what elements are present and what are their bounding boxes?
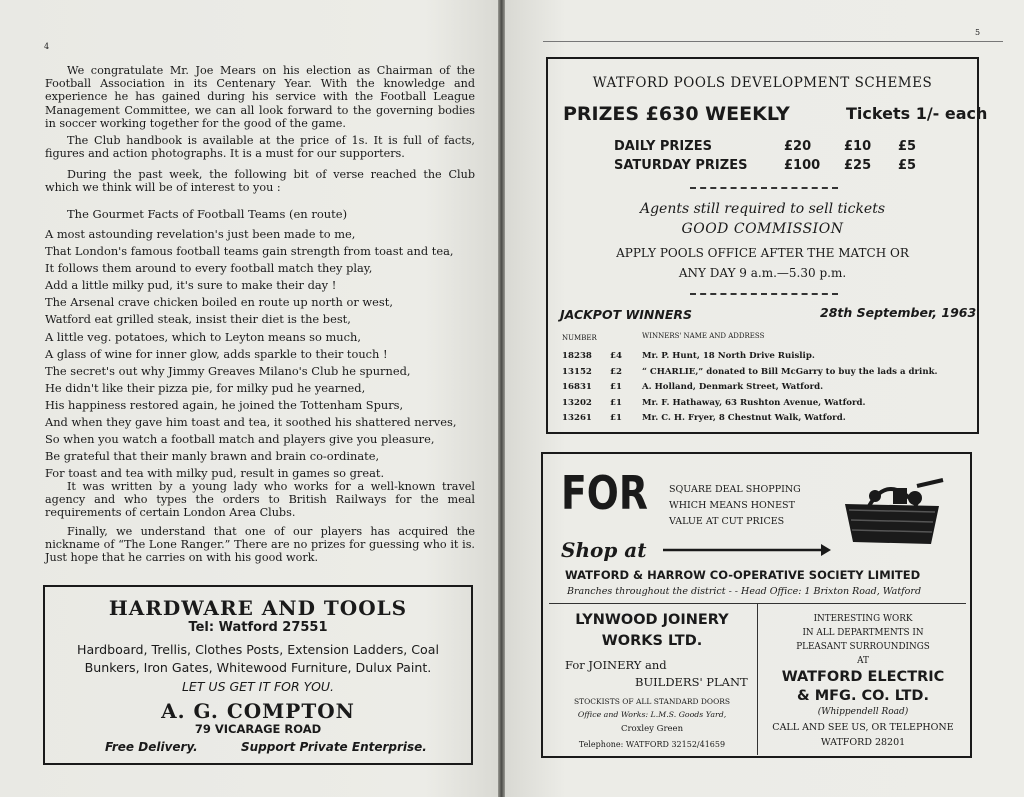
poem-line: The secret's out why Jimmy Greaves Milano's Club he spurned, (45, 363, 411, 378)
lynwood-for: BUILDERS' PLANT (635, 675, 748, 689)
dashed-divider (690, 293, 838, 295)
pools-tickets: Tickets 1/- each (846, 104, 988, 123)
daily-prize-2: £10 (844, 139, 872, 154)
commission-text: GOOD COMMISSION (681, 221, 844, 237)
shopping-basket-icon (839, 476, 949, 548)
daily-prize-1: £20 (784, 139, 812, 154)
coop-society: WATFORD & HARROW CO-OPERATIVE SOCIETY LIMITED (565, 568, 921, 582)
pools-box (546, 57, 988, 434)
winner-name: Mr. C. H. Fryer, 8 Chestnut Walk, Watford. (642, 413, 846, 423)
col-number: NUMBER (562, 334, 597, 342)
lynwood-office: Office and Works: L.M.S. Goods Yard, (577, 710, 727, 719)
hardware-advert (43, 585, 473, 765)
advert-heading: HARDWARE AND TOOLS (108, 596, 408, 620)
agents-text: Agents still required to sell tickets (639, 201, 886, 217)
coop-deal: WHICH MEANS HONEST (669, 500, 795, 511)
winner-name: “ CHARLIE,” donated to Bill McGarry to buy the lads a drink. (642, 366, 938, 377)
divider (757, 603, 758, 755)
winner-prize: £2 (610, 366, 622, 377)
apply-text: APPLY POOLS OFFICE AFTER THE MATCH OR (616, 246, 909, 260)
electric-phone: WATFORD 28201 (820, 737, 906, 748)
daily-prizes-label: DAILY PRIZES (614, 139, 712, 154)
advert-enterprise: Support Private Enterprise. (241, 740, 427, 754)
lynwood-name: LYNWOOD JOINERY (575, 612, 729, 628)
coop-deal: VALUE AT CUT PRICES (669, 516, 785, 527)
advert-tel: Tel: Watford 27551 (188, 620, 328, 635)
poem-line: The Arsenal crave chicken boiled en route up north or west, (45, 295, 393, 310)
lynwood-stockists: STOCKISTS OF ALL STANDARD DOORS (573, 697, 731, 706)
poem-line: It follows them around to every football match they play, (45, 261, 373, 276)
poem-line: Be grateful that their manly brawn and brain co-ordinate, (45, 449, 380, 464)
right-page (503, 0, 1024, 797)
advert-delivery: Free Delivery. (105, 740, 198, 754)
advert-address: 79 VICARAGE ROAD (194, 722, 322, 736)
poem-line: Add a little milky pud, it's sure to make their day ! (45, 278, 337, 293)
coop-deal: SQUARE DEAL SHOPPING (669, 484, 801, 495)
col-winners: WINNERS' NAME AND ADDRESS (642, 332, 765, 340)
apply-text: ANY DAY 9 a.m.—5.30 p.m. (678, 266, 847, 280)
coop-branches: Branches throughout the district - - Head Office: 1 Brixton Road, Watford (567, 586, 922, 597)
daily-prize-3: £5 (898, 139, 917, 154)
lynwood-telephone: Telephone: WATFORD 32152/41659 (578, 740, 726, 749)
electric-name: WATFORD ELECTRIC (781, 669, 945, 685)
winner-number: 13261 (562, 413, 592, 423)
pools-heading: WATFORD POOLS DEVELOPMENT SCHEMES (592, 75, 933, 91)
paragraph: During the past week, the following bit of verse reached the Club which we think will be of interest to you : (45, 168, 475, 195)
winner-number: 13202 (562, 397, 592, 408)
page-number: 4 (44, 42, 50, 51)
adverts-box (541, 452, 972, 758)
lynwood-for: For JOINERY and (565, 658, 667, 672)
advert-items: Hardboard, Trellis, Clothes Posts, Extension Ladders, Coal (77, 642, 439, 657)
electric-name: & MFG. CO. LTD. (797, 688, 929, 704)
jackpot-title: JACKPOT WINNERS (560, 307, 692, 322)
winner-prize: £1 (610, 413, 622, 423)
advert-items: Bunkers, Iron Gates, Whitewood Furniture, Dulux Paint. (84, 660, 432, 675)
electric-text: AT (857, 656, 869, 666)
poem-line: That London's famous football teams gain strength from toast and tea, (45, 244, 454, 259)
electric-road: (Whippendell Road) (817, 707, 909, 717)
paragraph: Finally, we understand that one of our players has acquired the nickname of “The Lone Ranger.” There are no prizes for guessing who it is. Just hope that he carries on with his good work. (45, 525, 475, 565)
poem-line: So when you watch a football match and players give you pleasure, (45, 432, 435, 447)
winner-number: 16831 (562, 382, 592, 392)
saturday-prizes-label: SATURDAY PRIZES (614, 158, 748, 173)
poem-line: His happiness restored again, he joined the Tottenham Spurs, (45, 397, 404, 412)
electric-text: IN ALL DEPARTMENTS IN (802, 628, 924, 638)
divider (543, 41, 1003, 42)
winner-number: 13152 (562, 366, 592, 377)
poem-line: A little veg. potatoes, which to Leyton means so much, (45, 329, 361, 344)
poem-line: A most astounding revelation's just been made to me, (45, 227, 356, 241)
winner-number: 18238 (562, 351, 592, 361)
winner-prize: £1 (610, 397, 622, 408)
poem-line: A glass of wine for inner glow, adds sparkle to their touch ! (45, 346, 388, 361)
arrow-right-icon (663, 542, 833, 558)
electric-call: CALL AND SEE US, OR TELEPHONE (772, 722, 954, 733)
saturday-prize-3: £5 (898, 158, 917, 173)
page-number: 5 (975, 28, 981, 37)
left-page (0, 0, 500, 797)
electric-text: INTERESTING WORK (813, 614, 913, 624)
lynwood-name: WORKS LTD. (601, 633, 703, 649)
book-gutter (498, 0, 505, 797)
lynwood-croxley: Croxley Green (620, 724, 684, 734)
winner-prize: £1 (610, 382, 622, 392)
winner-name: A. Holland, Denmark Street, Watford. (642, 382, 824, 392)
paragraph: The Club handbook is available at the price of 1s. It is full of facts, figures and action photographs. It is a must for our supporters. (45, 134, 475, 161)
advert-slogan: LET US GET IT FOR YOU. (181, 679, 335, 694)
electric-text: PLEASANT SURROUNDINGS (796, 642, 930, 652)
winner-prize: £4 (610, 351, 622, 361)
coop-shop-at: Shop at (561, 538, 647, 562)
saturday-prize-1: £100 (784, 158, 821, 173)
paragraph: We congratulate Mr. Joe Mears on his election as Chairman of the Football Association in its Centenary Year. With the knowledge and experience he has gained during his service with the Football League Management Committee, we can all look forward to the governing bodies in soccer working together for the good of the game. (45, 64, 475, 130)
poem (45, 226, 485, 482)
dashed-divider (690, 187, 838, 189)
poem-line: Watford eat grilled steak, insist their diet is the best, (45, 312, 351, 327)
coop-for: FOR (561, 466, 648, 520)
saturday-prize-2: £25 (844, 158, 872, 173)
advert-name: A. G. COMPTON (161, 699, 355, 723)
jackpot-date: 28th September, 1963 (820, 305, 977, 320)
pools-prizes: PRIZES £630 WEEKLY (563, 103, 790, 125)
winner-name: Mr. P. Hunt, 18 North Drive Ruislip. (642, 351, 815, 361)
poem-title: The Gourmet Facts of Football Teams (en route) (67, 207, 348, 221)
winner-name: Mr. F. Hathaway, 63 Rushton Avenue, Watford. (642, 397, 866, 408)
poem-line: He didn't like their pizza pie, for milky pud he yearned, (45, 380, 366, 395)
poem-line: For toast and tea with milky pud, result in games so great. (45, 466, 385, 481)
paragraph: It was written by a young lady who works for a well-known travel agency and who types the orders to British Railways for the meal requirements of certain London Area Clubs. (45, 480, 475, 520)
poem-line: And when they gave him toast and tea, it soothed his shattered nerves, (45, 415, 457, 430)
